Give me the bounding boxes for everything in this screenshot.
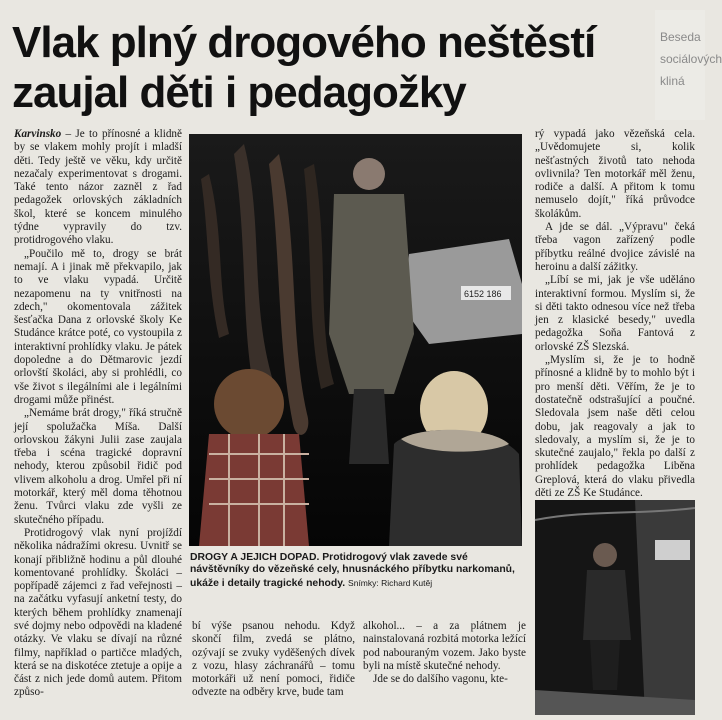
secondary-photo-visitor <box>535 500 695 715</box>
photo-illustration <box>189 134 522 546</box>
photo-credit: Snímky: Richard Kutěj <box>348 577 433 588</box>
paragraph: rý vypadá jako vězeňská cela. „Uvědomujete si, kolik nešťastných životů tato nehoda ovlivnila? Ten motorkář měl ženu, rodiče a další. A přitom k tomu nemuselo dojít," říká průvodce školákům. <box>535 128 695 220</box>
article-column-1 <box>14 128 182 718</box>
license-plate: 6152 186 <box>464 289 502 299</box>
paragraph: Protidrogový vlak nyní projíždí několika nádražími okresu. Uvnitř se konají přibližně hodinu a půl dlouhé komentované prohlídky. Školáci – popřípadě zájemci z řad veřejnosti – na začátku vyfasují anketní testy, do kterých během prohlídky znamenají své dojmy nebo odpovědi na kladené otázky. Ve vlaku se dívají na různé filmy, například o partičce mladých, která se na diskotéce ztetuje a opije a část z nich jede domů autem. Přitom způso- <box>14 526 182 699</box>
article-column-4 <box>535 128 695 503</box>
edge-fragment: sociálových <box>660 52 722 66</box>
paragraph: bí výše psanou nehodu. Když skončí film, zvedá se plátno, ozývají se zvuky vyděšených dívek z vozu, hlasy záchranářů – tomu motorkáři už není pomoci, řidiče odvezte na odběry krve, bude tam <box>192 620 355 699</box>
edge-fragment: kliná <box>660 74 685 88</box>
paragraph: „Myslím si, že je to hodně přínosné a klidně by to mohlo být i pro menší děti. Věřím, že je to dostatečně odstrašující a poučné. Sledovala jsem naše děti celou dobu, jak reagovaly a jak to sledovaly, a myslím si, že je to skutečné zaujalo," řekla po další z prohlídek pedagožka Liběna Greplová, která do vlaku přivedla děti ze ZŠ Ke Studánce. <box>535 354 695 500</box>
caption-text: DROGY A JEJICH DOPAD. Protidrogový vlak zavede své návštěvníky do vězeňské cely, hnusnáckého příbytku narkomanů, ukáže i detaily tragické nehody. <box>190 552 515 589</box>
article-column-2 <box>192 620 355 718</box>
photo-illustration <box>535 500 695 715</box>
dateline-place: Karvinsko <box>14 128 62 140</box>
paragraph: alkohol... – a za plátnem je nainstalovaná rozbitá motorka ležící pod nabouraným vozem. Jako byste byli na místě skutečné nehody. <box>363 620 526 672</box>
headline-line-1: Vlak plný drogového neštěstí <box>12 18 596 67</box>
headline-line-2: zaujal děti i pedagožky <box>12 68 466 117</box>
edge-fragment: Beseda <box>660 30 701 44</box>
paragraph: „Poučilo mě to, drogy se brát nemají. A i jinak mě překvapilo, jak to ve vlaku vypadá. Určitě nezapomenu na ty vnitřnosti na zdech," okomentovala zážitek šesťačka Dana z orlovské školy Ke Studánce krátce poté, co vystoupila z interaktivní prohlídky vlaku. Je pátek dopoledne a do Dětmarovic jezdí orlovští školáci, aby si prohlédli, co vše život s ilegálními ale i legálními drogami může přinést. <box>14 247 182 406</box>
paragraph: „Líbí se mi, jak je vše uděláno interaktivní formou. Myslím si, že si děti takto odnesou více než třeba jen z klasické besedy," uvedla pedagožka Soňa Fantová z orlovské ZŠ Slezská. <box>535 274 695 353</box>
photo-caption <box>190 552 522 590</box>
paragraph-text: – Je to přínosné a klidně by se vlakem mohly projít i mladší děti. Tedy ještě ve věku, kdy určitě nezačaly experimentovat s drogami. Také tento názor zazněl z řad pedagožek orlovských základních škol, které se koncem minulého týdne vypravily do tzv. protidrogového vlaku. <box>14 128 182 247</box>
paragraph: Jde se do dalšího vagonu, kte- <box>373 673 508 686</box>
article-column-3 <box>363 620 526 718</box>
paragraph: A jde se dál. „Výpravu" čeká třeba vagon zařízený podle příbytku reálné dvojice závislé na heroinu a další zážitky. <box>535 221 695 273</box>
headline <box>12 18 652 118</box>
lead-paragraph <box>14 128 182 248</box>
paragraph: „Nemáme brát drogy," říká stručně její spolužačka Míša. Další orlovskou žákyni Julii zase zaujala třeba i scéna tragické dopravní nehody, kterou způsobil řidič pod vlivem alkoholu a drog. Umřel při ní motorkář, který měl doma těhotnou ženu. Tvůrci vlaku zde vyšli ze skutečného případu. <box>14 407 182 526</box>
main-photo-train-interior <box>189 134 522 546</box>
